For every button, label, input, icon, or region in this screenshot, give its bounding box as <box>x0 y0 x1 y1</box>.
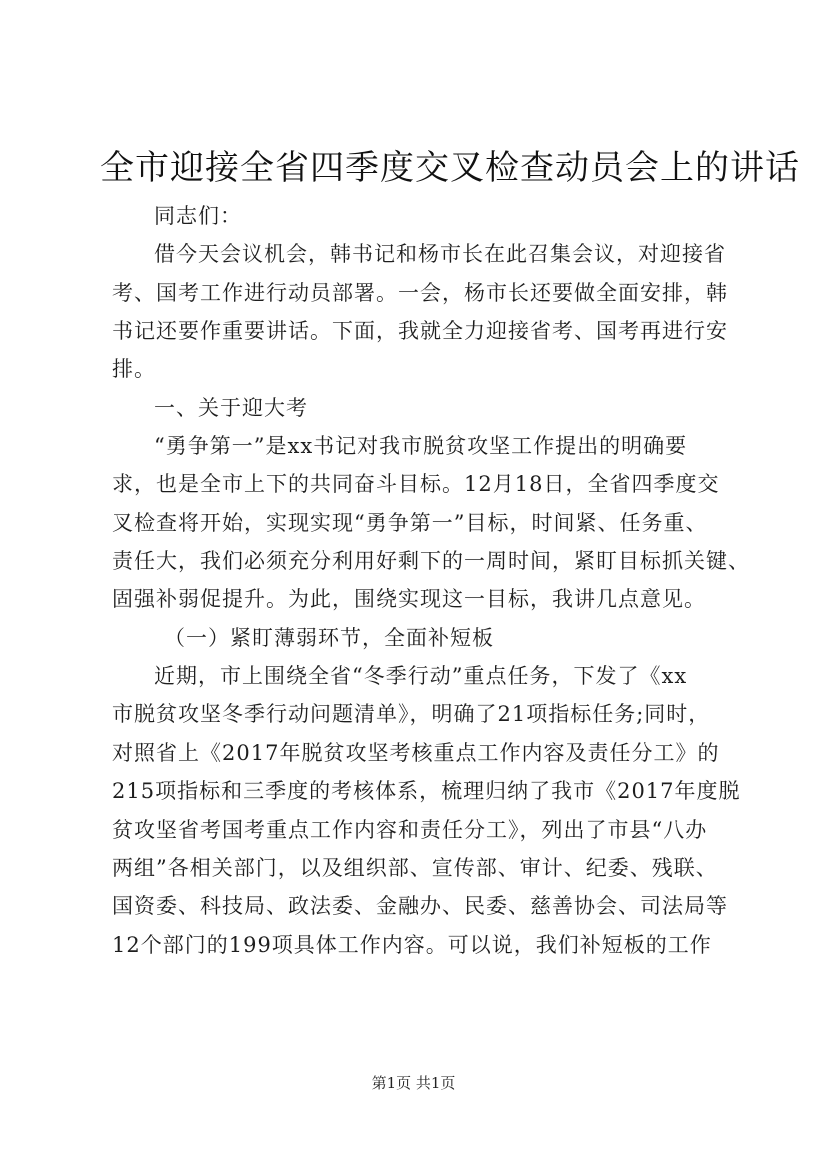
paragraph-line: 贫攻坚省考国考重点工作内容和责任分工》，列出了市县“八办 <box>112 817 708 842</box>
paragraph-line: 书记还要作重要讲话。下面，我就全力迎接省考、国考再进行安 <box>112 319 728 344</box>
document-title: 全市迎接全省四季度交叉检查动员会上的讲话 <box>100 148 800 188</box>
paragraph-line: 两组”各相关部门，以及组织部、宣传部、审计、纪委、残联、 <box>112 855 718 880</box>
subsection-heading: （一）紧盯薄弱环节，全面补短板 <box>164 625 494 650</box>
paragraph-line: 叉检查将开始，实现实现“勇争第一”目标，时间紧、任务重、 <box>112 510 708 535</box>
paragraph-line: 215项指标和三季度的考核体系，梳理归纳了我市《2017年度脱 <box>112 779 741 804</box>
paragraph-line: 排。 <box>112 357 156 382</box>
paragraph-line: 考、国考工作进行动员部署。一会，杨市长还要做全面安排，韩 <box>112 280 728 305</box>
paragraph-line: 求，也是全市上下的共同奋斗目标。12月18日，全省四季度交 <box>112 472 720 497</box>
paragraph-line: 近期，市上围绕全省“冬季行动”重点任务，下发了《xx <box>154 664 688 689</box>
paragraph-line: “勇争第一”是xx书记对我市脱贫攻坚工作提出的明确要 <box>154 434 688 459</box>
paragraph-line: 市脱贫攻坚冬季行动问题清单》，明确了21项指标任务;同时， <box>112 702 711 727</box>
paragraph-line: 固强补弱促提升。为此，围绕实现这一目标，我讲几点意见。 <box>112 587 706 612</box>
paragraph-line: 对照省上《2017年脱贫攻坚考核重点工作内容及责任分工》的 <box>112 740 720 765</box>
page-number-footer: 第1页 共1页 <box>371 1074 456 1092</box>
paragraph-line: 12个部门的199项具体工作内容。可以说，我们补短板的工作 <box>112 932 712 957</box>
section-heading: 一、关于迎大考 <box>154 395 308 420</box>
paragraph-line: 责任大，我们必须充分利用好剩下的一周时间，紧盯目标抓关键、 <box>112 549 750 574</box>
paragraph-line: 借今天会议机会，韩书记和杨市长在此召集会议，对迎接省 <box>154 242 726 267</box>
paragraph-line: 国资委、科技局、政法委、金融办、民委、慈善协会、司法局等 <box>112 894 728 919</box>
greeting-line: 同志们： <box>154 204 242 228</box>
document-body <box>112 197 750 964</box>
